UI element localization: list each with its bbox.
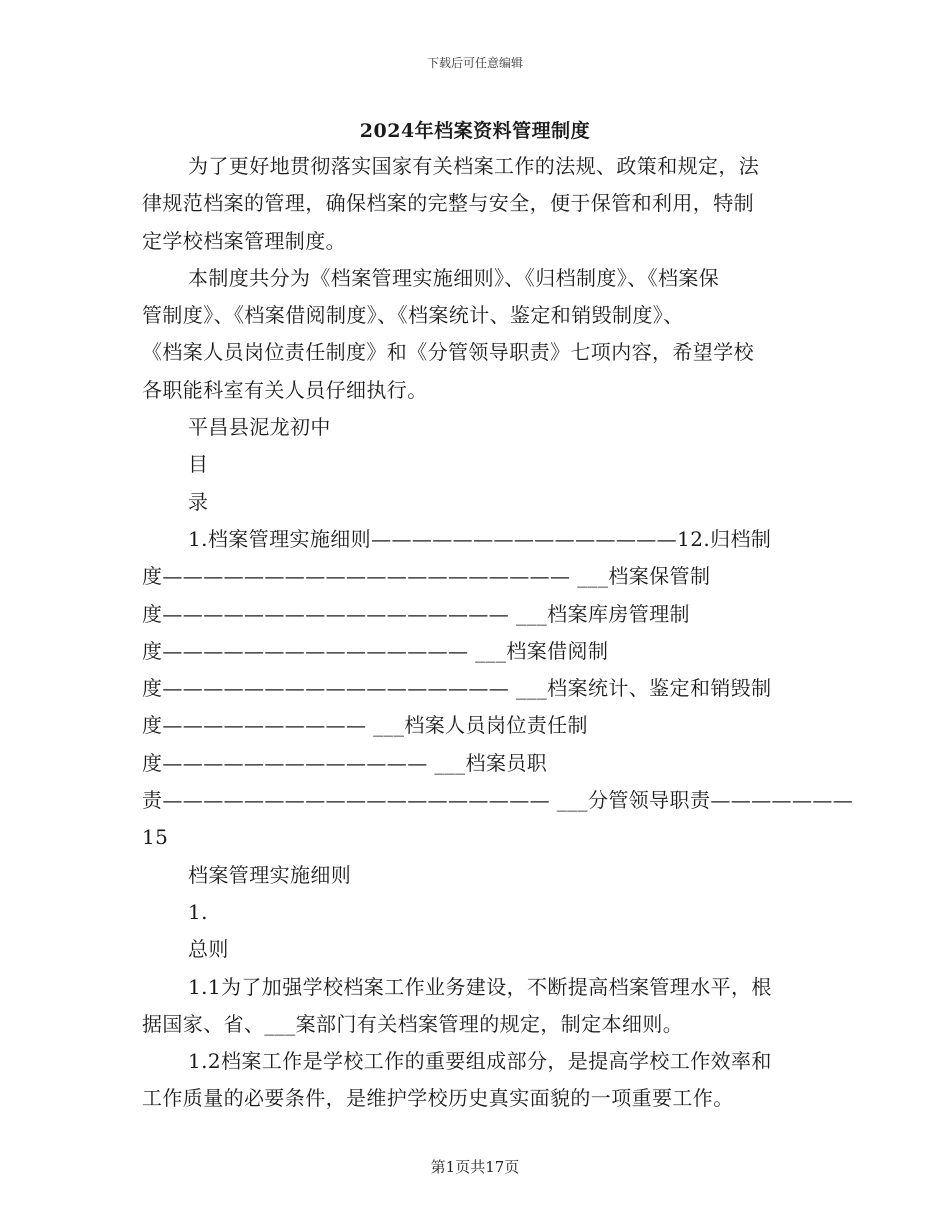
text-line: 各职能科室有关人员仔细执行。	[142, 377, 428, 402]
text-line: 度———————————————————— ___档案保管制	[142, 564, 711, 589]
text-line: 15	[142, 825, 169, 850]
document-body	[142, 148, 854, 1118]
text-line: 平昌县泥龙初中	[188, 415, 331, 440]
document-title: 2024年档案资料管理制度	[359, 120, 591, 142]
text-line: 录	[188, 489, 209, 514]
text-line: 据国家、省、___案部门有关档案管理的规定，制定本细则。	[142, 1011, 684, 1036]
text-line: 档案管理实施细则	[188, 862, 352, 887]
text-line: 1.档案管理实施细则———————————————12.归档制	[188, 526, 772, 551]
text-line: 定学校档案管理制度。	[142, 228, 346, 253]
text-line: 1.	[188, 899, 208, 924]
text-line: 度——————————————— ___档案借阅制	[142, 638, 609, 663]
text-line: 律规范档案的管理，确保档案的完整与安全，便于保管和利用，特制	[142, 191, 754, 216]
text-line: 目	[188, 452, 209, 477]
text-line: 度————————————— ___档案员职	[142, 750, 548, 775]
text-line: 《档案人员岗位责任制度》和《分管领导职责》七项内容，希望学校	[142, 340, 754, 365]
text-line: 度—————————— ___档案人员岗位责任制	[142, 713, 588, 738]
text-line: 1.1为了加强学校档案工作业务建设，不断提高档案管理水平，根	[188, 974, 772, 999]
text-line: 责——————————————————— ___分管领导职责———————	[142, 788, 854, 813]
text-line: 总则	[188, 937, 229, 962]
page-number: 第1页共17页	[430, 1158, 520, 1176]
page-header-note: 下载后可任意编辑	[426, 56, 523, 70]
text-line: 1.2档案工作是学校工作的重要组成部分，是提高学校工作效率和	[188, 1049, 772, 1074]
text-line: 为了更好地贯彻落实国家有关档案工作的法规、政策和规定，法	[188, 154, 760, 178]
text-line: 本制度共分为《档案管理实施细则》、《归档制度》、《档案保	[188, 265, 720, 290]
text-line: 工作质量的必要条件，是维护学校历史真实面貌的一项重要工作。	[142, 1086, 734, 1111]
text-line: 度————————————————— ___档案库房管理制	[142, 601, 690, 626]
text-line: 度————————————————— ___档案统计、鉴定和销毁制	[142, 676, 772, 701]
text-line: 管制度》、《档案借阅制度》、《档案统计、鉴定和销毁制度》、	[142, 303, 684, 328]
